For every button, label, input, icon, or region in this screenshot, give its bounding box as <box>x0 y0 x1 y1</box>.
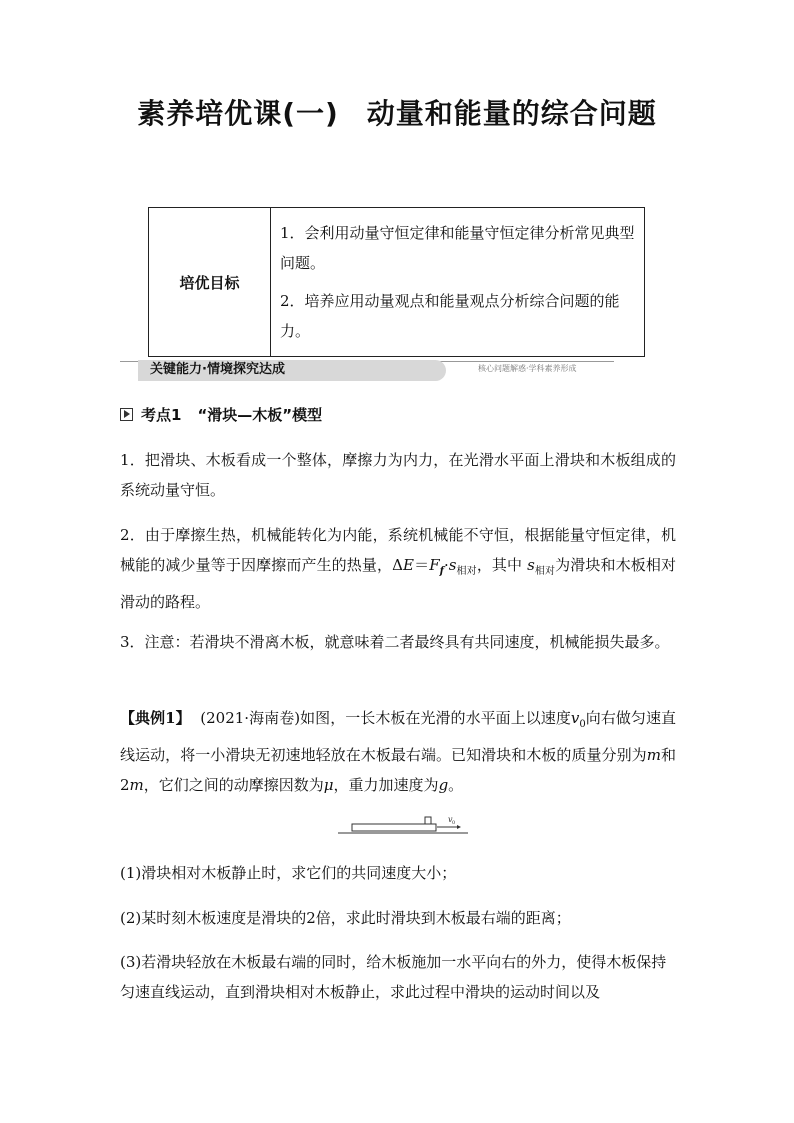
question-1: (1)滑块相对木板静止时，求它们的共同速度大小； <box>120 864 457 882</box>
title-part-2: 动量和能量的综合问题 <box>366 97 657 130</box>
goals-content <box>271 208 645 357</box>
topic-prefix: 考点1 <box>141 406 182 424</box>
point-2: 2．由于摩擦生热，机械能转化为内能，系统机械能不守恒，根据能量守恒定律，机械能的减少量等于因摩擦而产生的热量，$\Delta E=F_f\cdot s_{相对}$，其中 $s_{相对}$为滑块和木板相对滑动的路程。 <box>120 526 676 611</box>
example-tag: 【典例1】 <box>120 709 191 727</box>
banner-title: 关键能力·情境探究达成 <box>150 362 285 377</box>
section-banner <box>120 358 614 380</box>
topic-name: “滑块—木板”模型 <box>197 406 323 424</box>
question-2: (2)某时刻木板速度是滑块的2倍，求此时滑块到木板最右端的距离； <box>120 909 571 927</box>
example-source: (2021·海南卷) <box>200 709 301 727</box>
point-1: 1．把滑块、木板看成一个整体，摩擦力为内力，在光滑水平面上滑块和木板组成的系统动量守恒。 <box>120 451 676 499</box>
velocity-label: v <box>448 815 453 824</box>
play-triangle-icon <box>120 408 133 421</box>
board-rect <box>352 824 436 831</box>
example-1: 【典例1】 (2021·海南卷)如图，一长木板在光滑的水平面上以速度$v_0$向右做匀速直线运动，将一小滑块无初速地轻放在木板最右端。已知滑块和木板的质量分别为m和2m，它们之间的动摩擦因数为μ，重力加速度为g。 <box>120 709 676 794</box>
page-title <box>0 92 794 132</box>
banner-subtitle: 核心问题解惑·学科素养形成 <box>478 364 577 373</box>
board-block-figure <box>338 812 468 838</box>
velocity-subscript: 0 <box>452 820 456 826</box>
goal-item: 1．会利用动量守恒定律和能量守恒定律分析常见典型问题。 <box>280 224 635 272</box>
goal-item: 2．培养应用动量观点和能量观点分析综合问题的能力。 <box>280 292 620 340</box>
velocity-arrow-head <box>457 825 461 829</box>
goals-table <box>148 207 645 357</box>
topic-heading <box>120 404 322 426</box>
title-part-1: 素养培优课(一) <box>137 97 339 130</box>
block-rect <box>425 817 431 824</box>
question-3: (3)若滑块轻放在木板最右端的同时，给木板施加一水平向右的外力，使得木板保持匀速直线运动，直到滑块相对木板静止，求此过程中滑块的运动时间以及 <box>120 953 667 1001</box>
point-3: 3．注意：若滑块不滑离木板，就意味着二者最终具有共同速度，机械能损失最多。 <box>120 633 670 651</box>
goals-label: 培优目标 <box>149 208 271 357</box>
